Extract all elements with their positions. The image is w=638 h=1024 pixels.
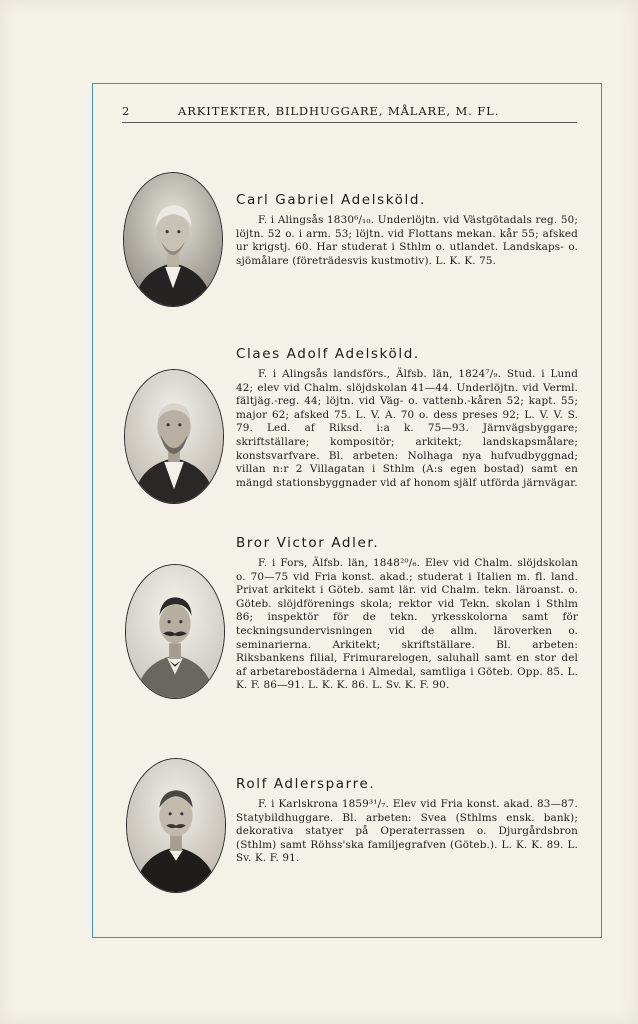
- portrait-claes-adolf-adelskold: [124, 369, 224, 504]
- running-title: ARKITEKTER, BILDHUGGARE, MÅLARE, M. FL.: [178, 104, 500, 118]
- portrait-rolf-adlersparre: [126, 758, 226, 893]
- entry-name: Carl Gabriel Adelsköld.: [236, 192, 426, 208]
- entry-carl-gabriel-adelskold: [236, 192, 578, 268]
- portrait-carl-gabriel-adelskold: [123, 172, 223, 307]
- entry-bio: F. i Fors, Älfsb. län, 1848²⁰/₆. Elev vid Chalm. slöjdskolan o. 70—75 vid Fria konst. akad.; studerat i Italien m. fl. land. Privat arkitekt i Göteb. samt lär. vid Chalm. tekn. läroanst. o. Göteb. slöjdförenings skola; rektor vid Tekn. skolan i Sthlm 86; inspektör för de tekn. yrkesskolorna samt för teckningsundervisningen vid de allm. läroverken o. seminarierna. Arkitekt; skriftställare. Bl. arbeten: Riksbankens filial, Frimurarelogen, saluhall samt en stor del af arbetarebostäderna i Almedal, samtliga i Göteb. Opp. 85. L. K. F. 86—91. L. K. K. 86. L. Sv. K. F. 90.: [236, 557, 578, 692]
- entry-name: Rolf Adlersparre.: [236, 776, 376, 792]
- entry-bror-victor-adler: [236, 535, 578, 693]
- entry-name: Claes Adolf Adelsköld.: [236, 346, 420, 362]
- entry-rolf-adlersparre: [236, 776, 578, 866]
- entry-name: Bror Victor Adler.: [236, 535, 380, 551]
- entry-bio: F. i Alingsås landsförs., Älfsb. län, 1824⁷/₉. Stud. i Lund 42; elev vid Chalm. slöjdskolan 41—44. Underlöjtn. vid Verml. fältjäg.-reg. 44; löjtn. vid Väg- o. vattenb.-kåren 52; kapt. 55; major 62; afsked 75. L. V. A. 70 o. dess preses 92; L. V. V. S. 79. Led. af Riksd. i:a k. 75—93. Järnvägsbyggare; skriftställare; kompositör; arkitekt; landskapsmålare; konstsvarfvare. Bl. arbeten: Nolhaga nya hufvudbyggnad; villan n:r 2 Villagatan i Sthlm (A:s egen bostad) samt en mängd stationsbyggnader vid af honom själf utförda järnvägar.: [236, 368, 578, 489]
- entry-bio: F. i Alingsås 1830⁶/₁₀. Underlöjtn. vid Västgötadals reg. 50; löjtn. 52 o. i arm. 53; löjtn. vid Flottans mekan. kår 55; afsked ur krigstj. 60. Har studerat i Sthlm o. utlandet. Landskaps- o. sjömålare (företrädesvis kustmotiv). L. K. K. 75.: [236, 214, 578, 267]
- entry-claes-adolf-adelskold: [236, 346, 578, 490]
- entry-bio: F. i Karlskrona 1859³¹/₇. Elev vid Fria konst. akad. 83—87. Statybildhuggare. Bl. arbeten: Svea (Sthlms ensk. bank); dekorativa statyer på Operaterrassen o. Djurgårdsbron (Sthlm) samt Röhss'ska familjegrafven (Göteb.). L. K. K. 89. L. Sv. K. F. 91.: [236, 798, 578, 865]
- running-header: [122, 104, 577, 123]
- portrait-bror-victor-adler: [125, 564, 225, 699]
- page-number: 2: [122, 104, 130, 118]
